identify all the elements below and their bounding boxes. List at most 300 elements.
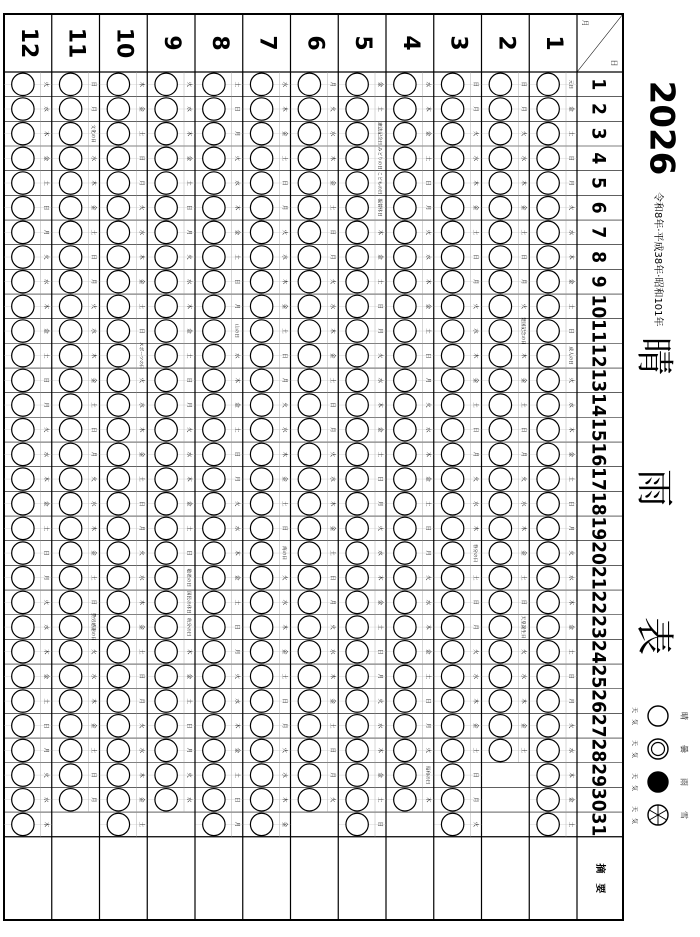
weekday-label: 木 xyxy=(90,352,96,359)
weekday-label: 日 xyxy=(328,402,335,408)
weekday-label: 日 xyxy=(328,747,335,754)
weather-circle xyxy=(537,813,559,835)
legend-sub: 気 xyxy=(630,784,638,792)
weather-circle xyxy=(155,270,177,292)
weather-circle xyxy=(155,641,177,663)
holiday-label: 成人の日 xyxy=(567,346,573,365)
weather-circle xyxy=(107,789,129,811)
weather-circle xyxy=(441,789,463,811)
weather-circle xyxy=(59,196,81,218)
weather-circle xyxy=(155,616,177,638)
weekday-label: 日 xyxy=(376,648,383,655)
weekday-label: 日 xyxy=(567,673,574,680)
weekday-label: 金 xyxy=(376,772,383,778)
weekday-label: 月 xyxy=(376,500,383,507)
weather-circle xyxy=(537,591,559,613)
weather-circle xyxy=(394,567,416,589)
weather-circle xyxy=(489,665,511,687)
weather-circle xyxy=(12,73,34,95)
weekday-label: 土 xyxy=(567,476,574,482)
weekday-label: 火 xyxy=(519,303,526,310)
weather-circle xyxy=(59,270,81,292)
weather-circle xyxy=(346,295,368,317)
weather-circle xyxy=(394,517,416,539)
weekday-label: 土 xyxy=(281,673,287,680)
corner-month-label: 月 xyxy=(581,19,589,27)
weather-circle xyxy=(203,270,225,292)
weekday-label: 金 xyxy=(137,106,144,112)
weekday-label: 木 xyxy=(376,229,383,236)
weekday-label: 月 xyxy=(233,303,240,310)
weather-circle xyxy=(489,369,511,391)
weather-circle xyxy=(203,98,225,120)
weekday-label: 日 xyxy=(567,155,574,162)
weekday-label: 木 xyxy=(42,303,49,310)
weekday-label: 木 xyxy=(328,328,335,334)
weekday-label: 土 xyxy=(519,229,526,236)
weekday-label: 金 xyxy=(90,377,96,384)
weather-circle xyxy=(155,394,177,416)
weekday-label: 月 xyxy=(567,180,574,186)
weather-circle xyxy=(537,147,559,169)
weekday-label: 木 xyxy=(519,525,526,532)
weekday-label: 水 xyxy=(90,328,96,334)
weekday-label: 火 xyxy=(328,624,335,630)
day-header: 12 xyxy=(587,343,610,368)
weather-circle xyxy=(12,493,34,515)
weather-circle xyxy=(155,295,177,317)
weather-circle xyxy=(250,73,272,95)
weekday-label: 火 xyxy=(424,747,431,754)
weather-circle xyxy=(394,221,416,243)
weather-circle xyxy=(298,690,320,712)
weather-circle xyxy=(298,443,320,465)
weather-circle xyxy=(489,270,511,292)
weekday-label: 月 xyxy=(519,451,526,458)
weekday-label: 金 xyxy=(90,550,96,556)
weekday-label: 水 xyxy=(472,673,478,680)
weather-circle xyxy=(250,345,272,367)
weekday-label: 木 xyxy=(424,278,431,285)
weekday-label: 木 xyxy=(424,797,431,803)
weekday-label: 土 xyxy=(281,500,287,507)
weather-circle xyxy=(441,122,463,144)
weather-circle xyxy=(346,690,368,712)
weather-circle xyxy=(298,320,320,342)
weekday-label: 土 xyxy=(281,155,287,162)
holiday-label: 勤労感謝の日 xyxy=(90,613,95,641)
holiday-label: スポーツの日 xyxy=(137,342,143,370)
weather-circle xyxy=(155,98,177,120)
weekday-label: 火 xyxy=(281,574,287,581)
weekday-label: 水 xyxy=(233,698,240,704)
weekday-label: 水 xyxy=(90,500,96,507)
day-header: 14 xyxy=(587,393,610,417)
weather-circle xyxy=(346,591,368,613)
weather-circle xyxy=(250,320,272,342)
day-header: 1 xyxy=(587,78,610,91)
holiday-label: 建国記念の日 xyxy=(519,317,525,345)
weather-circle xyxy=(59,419,81,441)
weekday-label: 金 xyxy=(185,155,192,162)
weather-circle xyxy=(441,196,463,218)
weekday-label: 日 xyxy=(42,377,49,384)
weekday-label: 木 xyxy=(328,155,335,162)
title-char: 雨 xyxy=(632,468,677,508)
weekday-label: 木 xyxy=(281,451,287,458)
weekday-label: 日 xyxy=(424,180,431,186)
weekday-label: 日 xyxy=(472,426,478,433)
weekday-label: 火 xyxy=(424,402,431,408)
weather-circle xyxy=(489,221,511,243)
weekday-label: 月 xyxy=(472,106,478,112)
weather-circle xyxy=(203,73,225,95)
weather-circle xyxy=(250,98,272,120)
weekday-label: 火 xyxy=(42,426,49,433)
weekday-label: 日 xyxy=(472,81,478,88)
weekday-label: 月 xyxy=(424,204,431,211)
weekday-label: 木 xyxy=(472,352,478,359)
weekday-label: 金 xyxy=(137,624,144,630)
weather-circle xyxy=(12,295,34,317)
holiday-label: 憲法記念日 xyxy=(376,122,382,146)
weather-circle xyxy=(537,443,559,465)
weekday-label: 火 xyxy=(328,797,335,803)
weather-circle xyxy=(298,517,320,539)
weather-circle xyxy=(59,172,81,194)
weather-circle xyxy=(107,813,129,835)
weather-circle xyxy=(346,73,368,95)
weekday-label: 土 xyxy=(472,574,478,581)
weather-circle xyxy=(250,690,272,712)
weekday-label: 月 xyxy=(328,81,335,88)
day-header: 26 xyxy=(587,689,610,713)
weather-circle xyxy=(250,813,272,835)
weekday-label: 木 xyxy=(424,624,431,630)
weather-circle xyxy=(12,591,34,613)
weather-circle xyxy=(203,443,225,465)
weather-circle xyxy=(537,122,559,144)
day-header: 8 xyxy=(587,251,610,263)
weekday-label: 火 xyxy=(567,722,574,729)
legend-label: 晴 xyxy=(679,712,689,720)
weekday-label: 金 xyxy=(567,451,574,458)
day-header: 17 xyxy=(587,467,610,491)
weekday-label: 土 xyxy=(519,574,526,581)
weekday-label: 日 xyxy=(233,624,240,630)
weather-circle xyxy=(203,369,225,391)
weather-circle xyxy=(203,122,225,144)
weekday-label: 木 xyxy=(376,747,383,754)
weather-circle xyxy=(59,542,81,564)
weather-circle xyxy=(12,813,34,835)
weekday-label: 木 xyxy=(472,525,478,532)
legend-sunny-icon xyxy=(648,706,668,726)
weekday-label: 金 xyxy=(472,204,478,211)
weekday-label: 火 xyxy=(472,303,478,310)
weather-circle xyxy=(346,517,368,539)
weekday-label: 水 xyxy=(424,599,431,606)
weekday-label: 木 xyxy=(376,402,383,408)
weekday-label: 月 xyxy=(137,180,144,186)
weather-circle xyxy=(59,443,81,465)
weather-circle xyxy=(489,517,511,539)
weather-circle xyxy=(155,739,177,761)
weekday-label: 水 xyxy=(424,254,431,260)
weekday-label: 金 xyxy=(42,500,49,507)
weekday-label: 木 xyxy=(185,476,192,482)
weather-circle xyxy=(155,789,177,811)
weekday-label: 水 xyxy=(281,772,287,778)
weekday-label: 金 xyxy=(567,624,574,630)
weather-circle xyxy=(394,122,416,144)
weekday-label: 日 xyxy=(376,303,383,310)
memo-header: 摘 要 xyxy=(594,863,605,894)
weekday-label: 金 xyxy=(376,426,383,433)
weekday-label: 水 xyxy=(90,155,96,162)
weather-circle xyxy=(394,419,416,441)
weekday-label: 土 xyxy=(376,278,383,285)
weekday-label: 木 xyxy=(137,599,144,606)
month-label: 8 xyxy=(206,35,232,51)
weather-circle xyxy=(489,98,511,120)
weather-circle xyxy=(394,443,416,465)
weather-circle xyxy=(155,369,177,391)
legend-sub: 天 xyxy=(630,739,638,747)
weather-circle xyxy=(250,172,272,194)
weather-circle xyxy=(346,172,368,194)
weekday-label: 水 xyxy=(281,254,287,260)
weather-circle xyxy=(489,616,511,638)
weekday-label: 水 xyxy=(472,328,478,334)
weekday-label: 金 xyxy=(519,204,526,211)
weather-circle xyxy=(441,221,463,243)
weekday-label: 火 xyxy=(90,303,96,310)
weather-circle xyxy=(298,542,320,564)
weather-circle xyxy=(203,394,225,416)
weather-circle xyxy=(107,690,129,712)
weather-circle xyxy=(489,542,511,564)
weekday-label: 水 xyxy=(233,525,240,532)
weather-circle xyxy=(203,641,225,663)
day-header: 23 xyxy=(587,615,610,639)
weather-circle xyxy=(12,320,34,342)
weather-circle xyxy=(107,295,129,317)
weather-circle xyxy=(155,443,177,465)
weekday-label: 日 xyxy=(424,352,431,359)
weekday-label: 金 xyxy=(376,254,383,260)
day-header: 11 xyxy=(587,319,610,343)
weather-circle xyxy=(298,665,320,687)
weekday-label: 木 xyxy=(137,81,144,88)
corner-day-label: 日 xyxy=(610,59,618,67)
weekday-label: 木 xyxy=(42,130,49,137)
weather-circle xyxy=(155,715,177,737)
weather-circle xyxy=(537,196,559,218)
weather-circle xyxy=(394,73,416,95)
weekday-label: 金 xyxy=(424,648,431,655)
weather-circle xyxy=(59,394,81,416)
weather-circle xyxy=(12,665,34,687)
weather-circle xyxy=(155,591,177,613)
weather-circle xyxy=(155,517,177,539)
weather-circle xyxy=(537,616,559,638)
weekday-label: 木 xyxy=(519,180,526,186)
day-header: 22 xyxy=(587,590,610,615)
weather-circle xyxy=(298,196,320,218)
weather-circle xyxy=(394,196,416,218)
weekday-label: 月 xyxy=(424,377,431,384)
weekday-label: 火 xyxy=(90,648,96,655)
weekday-label: 水 xyxy=(90,673,96,680)
day-header: 19 xyxy=(587,516,610,541)
weather-circle xyxy=(441,715,463,737)
weekday-label: 木 xyxy=(328,673,335,680)
weekday-label: 月 xyxy=(42,574,49,581)
weekday-label: 水 xyxy=(42,624,49,630)
weekday-label: 日 xyxy=(90,599,96,606)
weather-circle xyxy=(346,320,368,342)
weekday-label: 水 xyxy=(424,426,431,433)
weekday-label: 水 xyxy=(328,130,335,137)
weekday-label: 木 xyxy=(233,722,240,729)
weather-circle xyxy=(346,246,368,268)
weather-circle xyxy=(298,789,320,811)
weather-circle xyxy=(394,739,416,761)
weather-circle xyxy=(250,493,272,515)
month-label: 9 xyxy=(159,35,185,51)
month-label: 1 xyxy=(541,35,567,51)
weekday-label: 月 xyxy=(233,476,240,482)
weather-circle xyxy=(394,468,416,490)
weekday-label: 土 xyxy=(137,130,144,137)
weekday-label: 金 xyxy=(90,204,96,211)
weekday-label: 金 xyxy=(90,722,96,729)
month-label: 7 xyxy=(254,35,280,51)
weekday-label: 火 xyxy=(472,821,478,828)
weekday-label: 月 xyxy=(567,525,574,532)
weekday-label: 木 xyxy=(472,180,478,186)
weather-circle xyxy=(203,616,225,638)
weather-circle xyxy=(441,270,463,292)
weekday-label: 金 xyxy=(185,500,192,507)
weekday-label: 日 xyxy=(42,550,49,556)
weekday-label: 日 xyxy=(137,500,144,507)
weather-circle xyxy=(346,542,368,564)
weather-circle xyxy=(441,320,463,342)
weather-circle xyxy=(298,295,320,317)
weekday-label: 水 xyxy=(42,797,49,803)
weather-circle xyxy=(394,690,416,712)
weather-circle xyxy=(250,468,272,490)
weather-circle xyxy=(537,73,559,95)
weather-circle xyxy=(489,345,511,367)
weekday-label: 火 xyxy=(567,550,574,556)
weather-circle xyxy=(394,715,416,737)
weather-circle xyxy=(59,665,81,687)
weather-circle xyxy=(155,196,177,218)
weekday-label: 火 xyxy=(567,204,574,211)
weather-circle xyxy=(394,493,416,515)
weather-circle xyxy=(59,591,81,613)
legend-sub: 気 xyxy=(630,751,638,759)
weekday-label: 木 xyxy=(424,451,431,458)
weekday-label: 日 xyxy=(376,821,383,828)
day-header: 2 xyxy=(587,103,610,115)
weather-circle xyxy=(250,295,272,317)
day-header: 15 xyxy=(587,417,610,442)
holiday-label: 国民の休日 xyxy=(185,590,191,614)
weekday-label: 土 xyxy=(90,402,96,408)
weekday-label: 水 xyxy=(281,81,287,88)
weather-circle xyxy=(203,246,225,268)
weekday-label: 火 xyxy=(567,377,574,384)
weekday-label: 水 xyxy=(137,229,144,236)
weather-circle xyxy=(155,147,177,169)
weekday-label: 木 xyxy=(90,525,96,532)
weekday-label: 日 xyxy=(233,797,240,803)
weather-circle xyxy=(155,345,177,367)
weather-circle xyxy=(441,567,463,589)
weekday-label: 水 xyxy=(185,451,192,458)
weekday-label: 月 xyxy=(567,698,574,704)
weather-circle xyxy=(346,419,368,441)
weekday-label: 月 xyxy=(472,624,478,630)
weather-circle xyxy=(537,320,559,342)
weekday-label: 水 xyxy=(233,352,240,359)
weekday-label: 日 xyxy=(281,698,287,704)
weather-circle xyxy=(12,246,34,268)
weather-circle xyxy=(537,98,559,120)
weather-circle xyxy=(203,739,225,761)
weekday-label: 土 xyxy=(185,698,192,704)
legend-label: 雪 xyxy=(679,811,689,819)
weather-circle xyxy=(107,147,129,169)
weekday-label: 金 xyxy=(185,673,192,680)
weather-circle xyxy=(441,641,463,663)
weather-circle xyxy=(203,221,225,243)
weather-circle xyxy=(298,122,320,144)
weather-circle xyxy=(107,73,129,95)
weather-circle xyxy=(346,221,368,243)
weather-circle xyxy=(346,122,368,144)
weekday-label: 月 xyxy=(424,550,431,556)
weekday-label: 木 xyxy=(42,476,49,482)
weather-circle xyxy=(537,764,559,786)
weekday-label: 月 xyxy=(137,698,144,704)
weather-circle xyxy=(12,196,34,218)
weather-circle xyxy=(203,147,225,169)
weather-circle xyxy=(12,789,34,811)
weekday-label: 水 xyxy=(137,574,144,581)
weekday-label: 水 xyxy=(137,402,144,408)
weekday-label: 土 xyxy=(472,229,478,236)
weather-circle xyxy=(155,122,177,144)
weather-circle xyxy=(107,172,129,194)
weekday-label: 土 xyxy=(233,81,240,88)
weather-circle xyxy=(203,172,225,194)
day-header: 4 xyxy=(587,152,610,165)
weekday-label: 金 xyxy=(519,377,526,384)
legend-cloudy-inner xyxy=(652,743,665,756)
weekday-label: 土 xyxy=(42,525,49,532)
weekday-label: 月 xyxy=(472,278,478,285)
weekday-label: 月 xyxy=(90,797,96,803)
weekday-label: 月 xyxy=(281,377,287,384)
weekday-label: 水 xyxy=(567,747,574,754)
weather-circle xyxy=(59,320,81,342)
weekday-label: 水 xyxy=(328,476,335,482)
